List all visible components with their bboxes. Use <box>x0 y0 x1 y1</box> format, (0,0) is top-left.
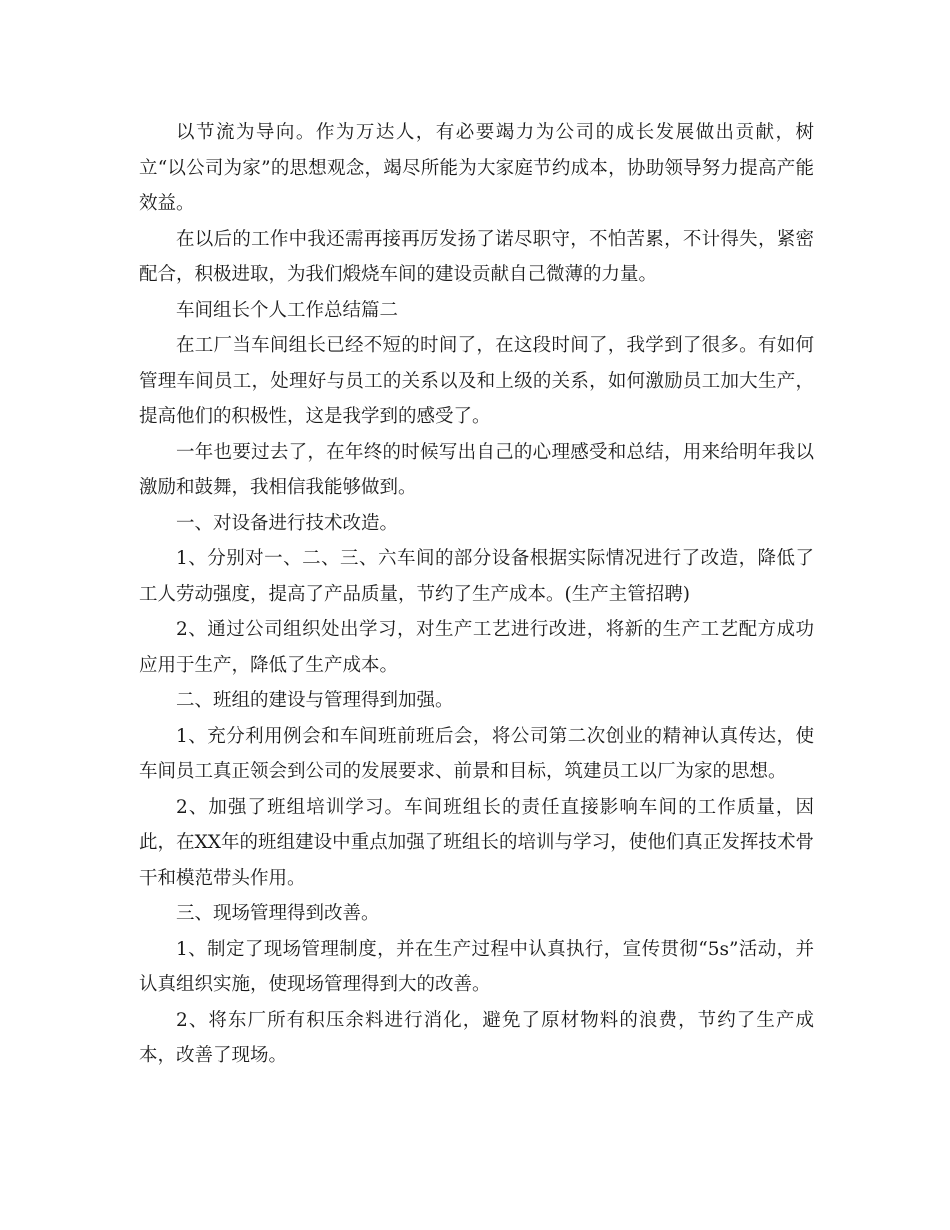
paragraph-site-1: 1、制定了现场管理制度，并在生产过程中认真执行，宣传贯彻“5s”活动，并认真组织实施，使现场管理得到大的改善。 <box>139 938 814 995</box>
document-body <box>139 115 814 1074</box>
paragraph-team-2: 2、加强了班组培训学习。车间班组长的责任直接影响车间的工作质量，因此，在XX年的班组建设中重点加强了班组长的培训与学习，使他们真正发挥技术骨干和模范带头作用。 <box>139 796 814 889</box>
heading-team-building: 二、班组的建设与管理得到加强。 <box>176 690 454 711</box>
paragraph-team-1: 1、充分利用例会和车间班前班后会，将公司第二次创业的精神认真传达，使车间员工真正领会到公司的发展要求、前景和目标，筑建员工以厂为家的思想。 <box>139 725 814 782</box>
paragraph-equipment-1: 1、分别对一、二、三、六车间的部分设备根据实际情况进行了改造，降低了工人劳动强度，提高了产品质量，节约了生产成本。(生产主管招聘) <box>139 548 814 605</box>
section-title: 车间组长个人工作总结篇二 <box>176 299 399 321</box>
heading-site-management: 三、现场管理得到改善。 <box>176 903 380 924</box>
heading-equipment: 一、对设备进行技术改造。 <box>176 512 399 534</box>
paragraph-year-end: 一年也要过去了，在年终的时候写出自己的心理感受和总结，用来给明年我以激励和鼓舞，我相信我能够做到。 <box>139 441 814 498</box>
paragraph-experience: 在工厂当车间组长已经不短的时间了，在这段时间了，我学到了很多。有如何管理车间员工，处理好与员工的关系以及和上级的关系，如何激励员工加大生产，提高他们的积极性，这是我学到的感受了。 <box>139 335 814 427</box>
paragraph-site-2: 2、将东厂所有积压余料进行消化，避免了原材物料的浪费，节约了生产成本，改善了现场。 <box>139 1009 814 1066</box>
paragraph-equipment-2: 2、通过公司组织处出学习，对生产工艺进行改进，将新的生产工艺配方成功应用于生产，降低了生产成本。 <box>139 619 814 676</box>
paragraph-future-work: 在以后的工作中我还需再接再厉发扬了诺尽职守，不怕苦累，不计得失，紧密配合，积极进取，为我们煅烧车间的建设贡献自己微薄的力量。 <box>139 228 814 285</box>
paragraph-intro-continuation: 以节流为导向。作为万达人，有必要竭力为公司的成长发展做出贡献，树立“以公司为家”的思想观念，竭尽所能为大家庭节约成本，协助领导努力提高产能效益。 <box>139 122 814 214</box>
